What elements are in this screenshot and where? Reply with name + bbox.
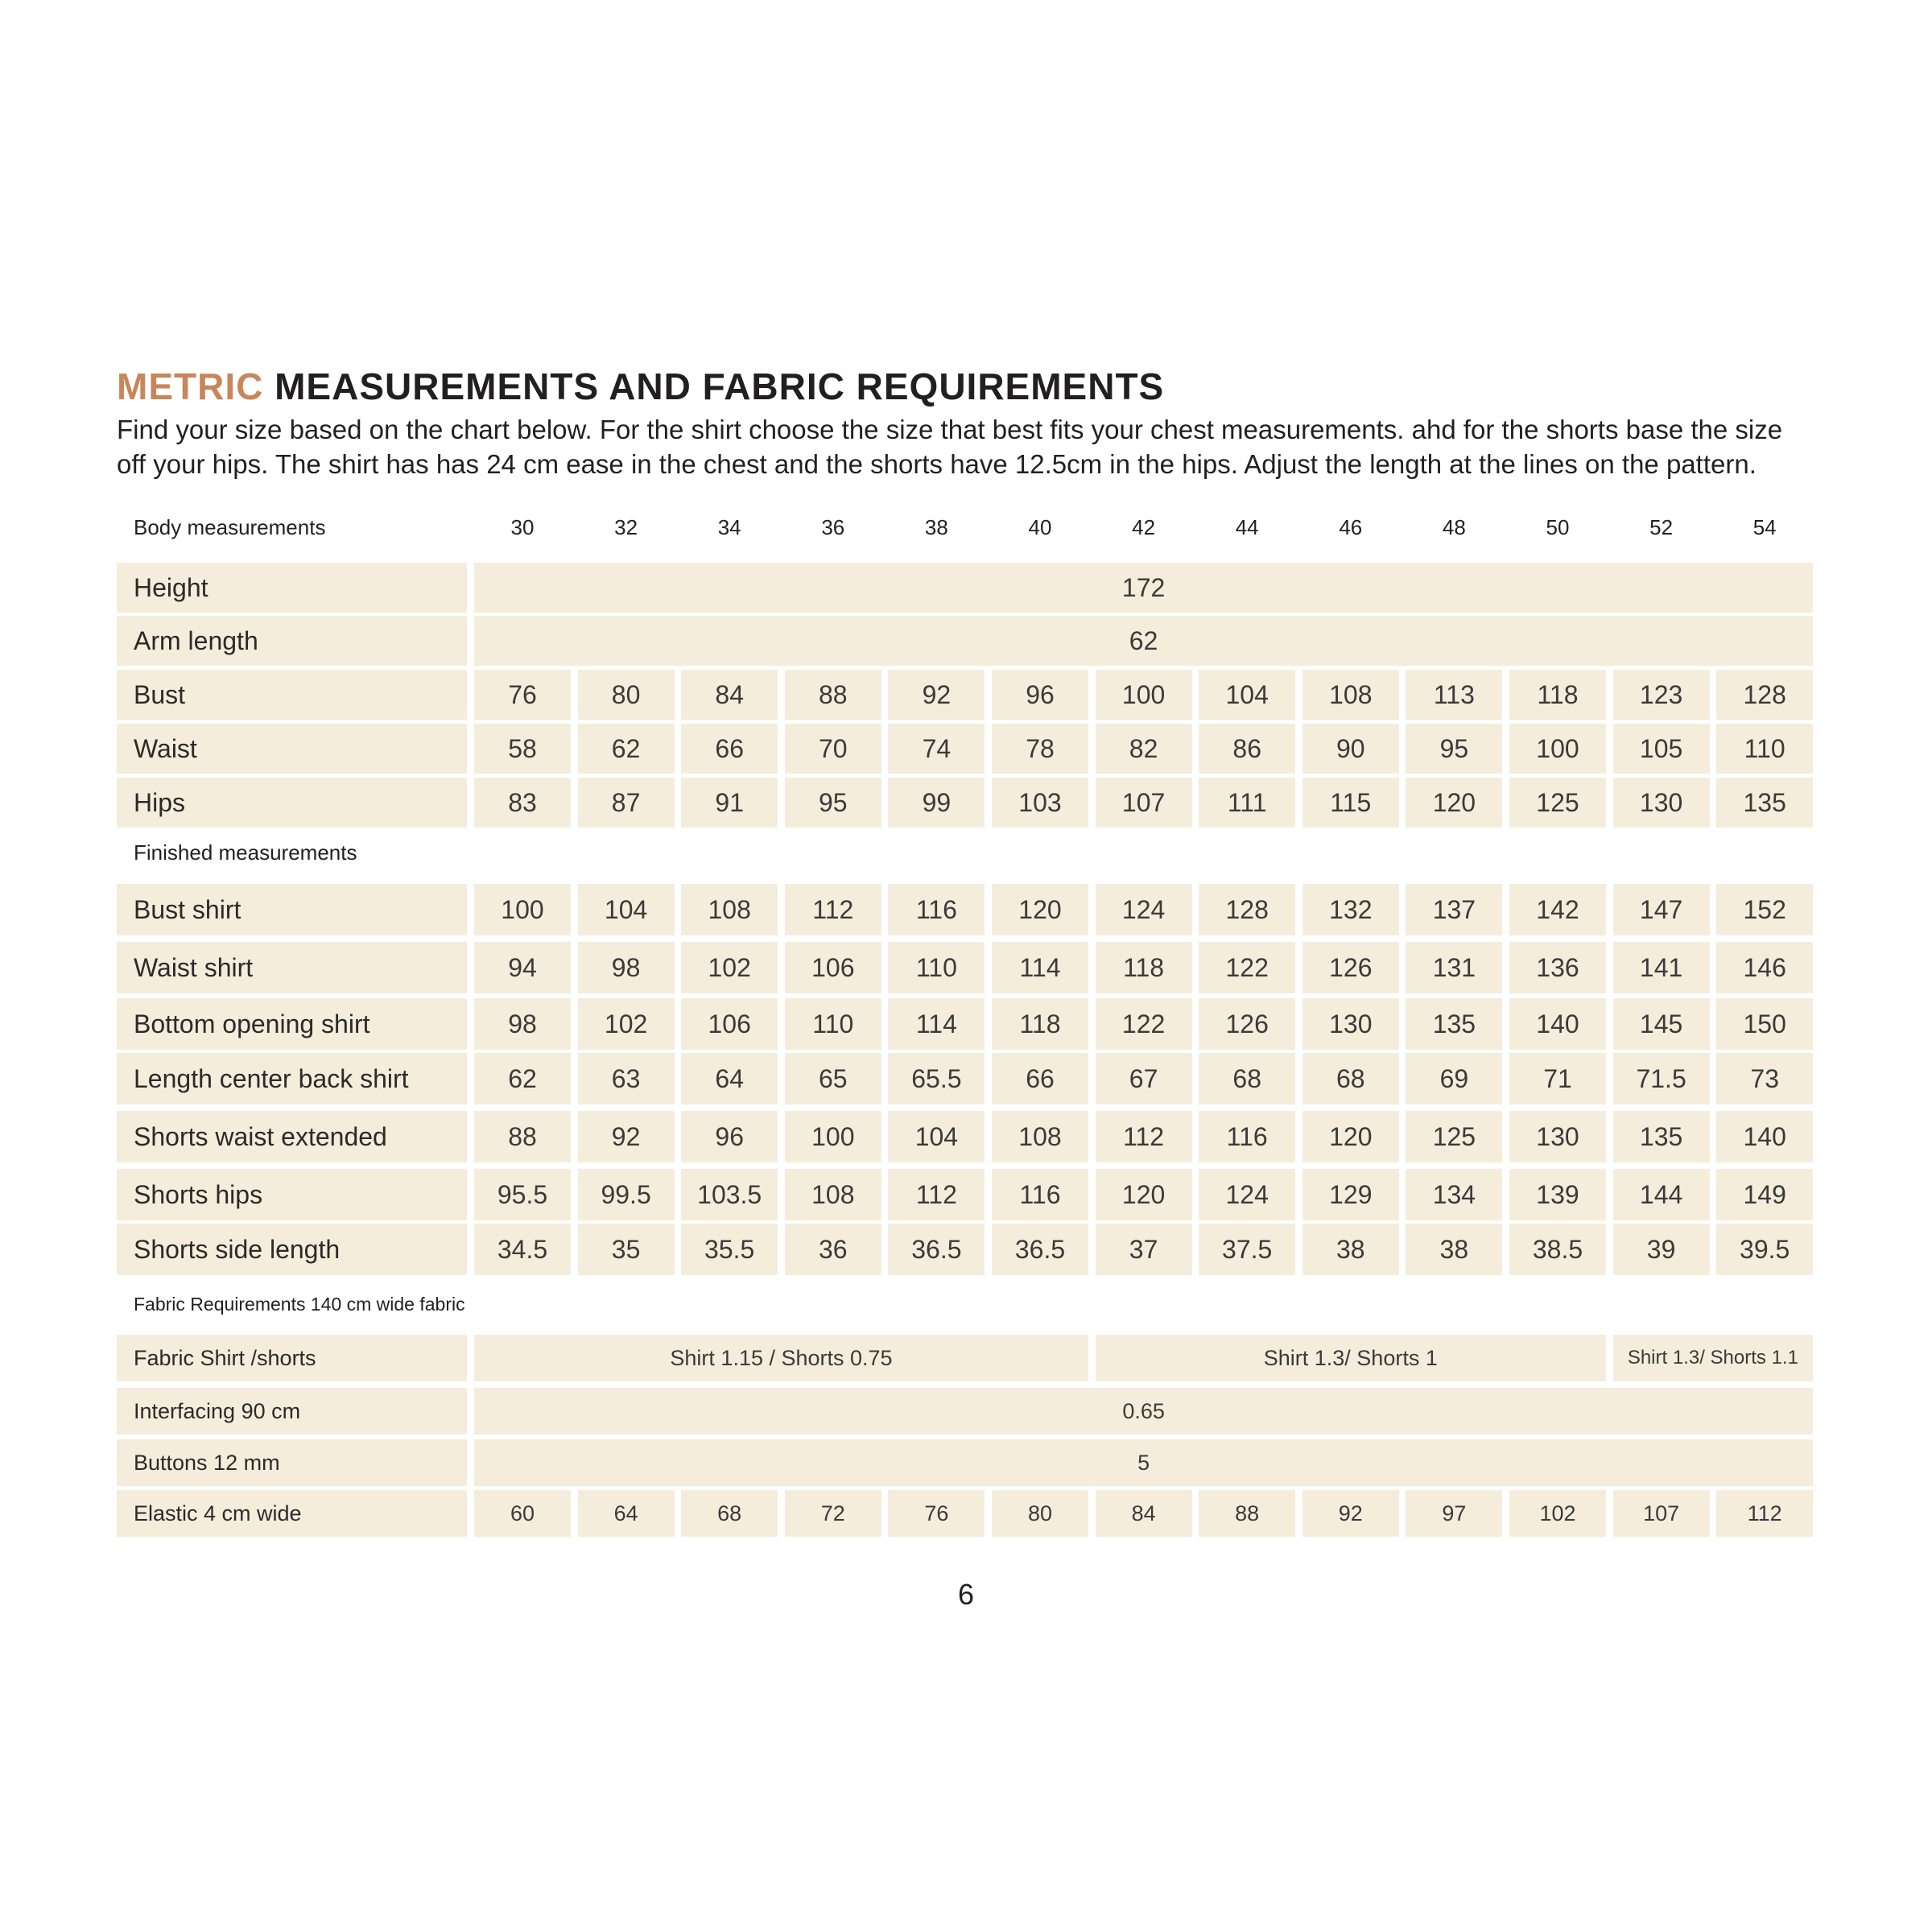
value-cell: 88 — [474, 1111, 571, 1162]
size-header-42: 42 — [1132, 515, 1156, 539]
size-header-46: 46 — [1339, 515, 1363, 539]
value-cell: 113 — [1406, 670, 1502, 720]
value-cell: 130 — [1302, 998, 1399, 1050]
value-cell: 95 — [785, 778, 881, 828]
value-cell: 91 — [681, 778, 778, 828]
group-value: Shirt 1.3/ Shorts 1.1 — [1613, 1335, 1814, 1381]
value-cell: 111 — [1199, 778, 1295, 828]
value-cell: 65 — [785, 1053, 881, 1104]
size-header-52: 52 — [1649, 515, 1674, 539]
value-cell: 150 — [1716, 998, 1813, 1050]
size-header-54: 54 — [1752, 515, 1777, 539]
value-cell: 36 — [785, 1224, 881, 1275]
value-cell: 118 — [992, 998, 1088, 1050]
value-cell: 35.5 — [681, 1224, 778, 1275]
value-cell: 106 — [785, 942, 881, 993]
table-row — [117, 1490, 1815, 1537]
row-label: Fabric Shirt /shorts — [117, 1335, 467, 1381]
value-cell: 130 — [1613, 778, 1710, 828]
value-cell: 125 — [1406, 1111, 1502, 1162]
value-cell: 112 — [785, 884, 881, 935]
value-cell: 95 — [1406, 724, 1502, 774]
value-cell: 62 — [578, 724, 675, 774]
value-cell: 72 — [785, 1490, 881, 1537]
value-cell: 120 — [1096, 1169, 1192, 1220]
spanning-value: 0.65 — [474, 1388, 1813, 1435]
value-cell: 135 — [1406, 998, 1502, 1050]
value-cell: 38 — [1302, 1224, 1399, 1275]
table-row — [117, 1224, 1815, 1275]
value-cell: 108 — [992, 1111, 1088, 1162]
table-row — [117, 616, 1815, 666]
row-label: Waist shirt — [117, 942, 467, 993]
value-cell: 96 — [681, 1111, 778, 1162]
value-cell: 104 — [1199, 670, 1295, 720]
row-label: Shorts waist extended — [117, 1111, 467, 1162]
row-label: Hips — [117, 778, 467, 828]
value-cell: 37.5 — [1199, 1224, 1295, 1275]
table-row — [117, 724, 1815, 774]
value-cell: 110 — [785, 998, 881, 1050]
value-cell: 102 — [681, 942, 778, 993]
spanning-value: 172 — [474, 563, 1813, 613]
value-cell: 135 — [1613, 1111, 1710, 1162]
value-cell: 35 — [578, 1224, 675, 1275]
value-cell: 80 — [578, 670, 675, 720]
value-cell: 120 — [1302, 1111, 1399, 1162]
value-cell: 103 — [992, 778, 1088, 828]
value-cell: 120 — [1406, 778, 1502, 828]
row-label: Interfacing 90 cm — [117, 1388, 467, 1435]
page-title — [117, 364, 1815, 409]
value-cell: 92 — [578, 1111, 675, 1162]
size-header-row — [117, 515, 1815, 552]
intro-paragraph: Find your size based on the chart below. For the shirt choose the size that best fits your chest measurements. ahd for the shorts base the size off your hips. The shirt has has 24 cm ease in the chest and the shorts have 12.5cm in the hips. Adjust the length at the lines on the pattern. — [117, 415, 1783, 479]
value-cell: 88 — [1199, 1490, 1295, 1537]
value-cell: 36.5 — [992, 1224, 1088, 1275]
value-cell: 141 — [1613, 942, 1710, 993]
value-cell: 112 — [888, 1169, 985, 1220]
value-cell: 100 — [785, 1111, 881, 1162]
value-cell: 38 — [1406, 1224, 1502, 1275]
value-cell: 36.5 — [888, 1224, 985, 1275]
title-rest: MEASUREMENTS AND FABRIC REQUIREMENTS — [263, 365, 1165, 407]
value-cell: 68 — [1302, 1053, 1399, 1104]
value-cell: 39 — [1613, 1224, 1710, 1275]
value-cell: 102 — [578, 998, 675, 1050]
row-label: Shorts side length — [117, 1224, 467, 1275]
value-cell: 120 — [992, 884, 1088, 935]
row-label: Elastic 4 cm wide — [117, 1490, 467, 1537]
value-cell: 39.5 — [1716, 1224, 1813, 1275]
value-cell: 130 — [1509, 1111, 1606, 1162]
value-cell: 104 — [578, 884, 675, 935]
row-label: Bust — [117, 670, 467, 720]
row-label: Arm length — [117, 616, 467, 666]
row-label: Buttons 12 mm — [117, 1439, 467, 1486]
value-cell: 65.5 — [888, 1053, 985, 1104]
value-cell: 83 — [474, 778, 571, 828]
value-cell: 80 — [992, 1490, 1088, 1537]
value-cell: 124 — [1096, 884, 1192, 935]
value-cell: 122 — [1199, 942, 1295, 993]
value-cell: 102 — [1509, 1490, 1606, 1537]
table-row — [117, 1169, 1815, 1220]
value-cell: 105 — [1613, 724, 1710, 774]
value-cell: 99 — [888, 778, 985, 828]
value-cell: 128 — [1716, 670, 1813, 720]
value-cell: 62 — [474, 1053, 571, 1104]
value-cell: 82 — [1096, 724, 1192, 774]
value-cell: 122 — [1096, 998, 1192, 1050]
value-cell: 71.5 — [1613, 1053, 1710, 1104]
value-cell: 125 — [1509, 778, 1606, 828]
value-cell: 34.5 — [474, 1224, 571, 1275]
size-header-40: 40 — [1028, 515, 1052, 539]
value-cell: 99.5 — [578, 1169, 675, 1220]
value-cell: 136 — [1509, 942, 1606, 993]
value-cell: 114 — [888, 998, 985, 1050]
value-cell: 126 — [1199, 998, 1295, 1050]
page-number: 6 — [957, 1578, 975, 1611]
value-cell: 152 — [1716, 884, 1813, 935]
value-cell: 131 — [1406, 942, 1502, 993]
finished-measurements-heading: Finished measurements — [134, 840, 357, 865]
value-cell: 78 — [992, 724, 1088, 774]
value-cell: 106 — [681, 998, 778, 1050]
value-cell: 92 — [1302, 1490, 1399, 1537]
value-cell: 71 — [1509, 1053, 1606, 1104]
value-cell: 98 — [474, 998, 571, 1050]
value-cell: 108 — [1302, 670, 1399, 720]
value-cell: 84 — [681, 670, 778, 720]
size-header-30: 30 — [510, 515, 535, 539]
value-cell: 123 — [1613, 670, 1710, 720]
fabric-requirements-heading: Fabric Requirements 140 cm wide fabric — [134, 1294, 465, 1315]
value-cell: 68 — [1199, 1053, 1295, 1104]
body-measurements-heading: Body measurements — [134, 515, 326, 539]
table-row — [117, 563, 1815, 613]
value-cell: 110 — [1716, 724, 1813, 774]
row-label: Bust shirt — [117, 884, 467, 935]
value-cell: 149 — [1716, 1169, 1813, 1220]
value-cell: 112 — [1096, 1111, 1192, 1162]
value-cell: 103.5 — [681, 1169, 778, 1220]
value-cell: 140 — [1716, 1111, 1813, 1162]
value-cell: 100 — [1096, 670, 1192, 720]
spanning-value: 5 — [474, 1439, 1813, 1486]
row-label: Height — [117, 563, 467, 613]
group-value: Shirt 1.3/ Shorts 1 — [1096, 1335, 1606, 1381]
value-cell: 144 — [1613, 1169, 1710, 1220]
spanning-value: 62 — [474, 616, 1813, 666]
value-cell: 68 — [681, 1490, 778, 1537]
table-row — [117, 998, 1815, 1050]
value-cell: 74 — [888, 724, 985, 774]
table-row — [117, 942, 1815, 993]
value-cell: 95.5 — [474, 1169, 571, 1220]
value-cell: 116 — [992, 1169, 1088, 1220]
value-cell: 84 — [1096, 1490, 1192, 1537]
size-header-34: 34 — [717, 515, 741, 539]
value-cell: 87 — [578, 778, 675, 828]
value-cell: 115 — [1302, 778, 1399, 828]
value-cell: 110 — [888, 942, 985, 993]
table-row — [117, 1111, 1815, 1162]
value-cell: 135 — [1716, 778, 1813, 828]
value-cell: 58 — [474, 724, 571, 774]
value-cell: 88 — [785, 670, 881, 720]
value-cell: 64 — [578, 1490, 675, 1537]
value-cell: 112 — [1716, 1490, 1813, 1537]
value-cell: 37 — [1096, 1224, 1192, 1275]
size-header-38: 38 — [924, 515, 948, 539]
value-cell: 132 — [1302, 884, 1399, 935]
value-cell: 90 — [1302, 724, 1399, 774]
value-cell: 137 — [1406, 884, 1502, 935]
value-cell: 73 — [1716, 1053, 1813, 1104]
size-header-36: 36 — [821, 515, 845, 539]
value-cell: 118 — [1509, 670, 1606, 720]
value-cell: 126 — [1302, 942, 1399, 993]
value-cell: 100 — [474, 884, 571, 935]
value-cell: 147 — [1613, 884, 1710, 935]
size-header-48: 48 — [1442, 515, 1466, 539]
value-cell: 38.5 — [1509, 1224, 1606, 1275]
value-cell: 140 — [1509, 998, 1606, 1050]
row-label: Length center back shirt — [117, 1053, 467, 1104]
value-cell: 66 — [992, 1053, 1088, 1104]
value-cell: 66 — [681, 724, 778, 774]
value-cell: 64 — [681, 1053, 778, 1104]
value-cell: 69 — [1406, 1053, 1502, 1104]
title-accent: METRIC — [117, 365, 264, 407]
value-cell: 60 — [474, 1490, 571, 1537]
value-cell: 146 — [1716, 942, 1813, 993]
value-cell: 100 — [1509, 724, 1606, 774]
value-cell: 139 — [1509, 1169, 1606, 1220]
value-cell: 94 — [474, 942, 571, 993]
table-row — [117, 884, 1815, 935]
value-cell: 134 — [1406, 1169, 1502, 1220]
table-row — [117, 670, 1815, 720]
value-cell: 107 — [1096, 778, 1192, 828]
table-row — [117, 1053, 1815, 1104]
value-cell: 104 — [888, 1111, 985, 1162]
value-cell: 108 — [681, 884, 778, 935]
value-cell: 129 — [1302, 1169, 1399, 1220]
group-value: Shirt 1.15 / Shorts 0.75 — [474, 1335, 1088, 1381]
value-cell: 86 — [1199, 724, 1295, 774]
table-row — [117, 1439, 1815, 1486]
table-row — [117, 778, 1815, 828]
value-cell: 76 — [888, 1490, 985, 1537]
value-cell: 124 — [1199, 1169, 1295, 1220]
value-cell: 114 — [992, 942, 1088, 993]
table-row — [117, 1335, 1815, 1381]
value-cell: 145 — [1613, 998, 1710, 1050]
value-cell: 70 — [785, 724, 881, 774]
value-cell: 116 — [1199, 1111, 1295, 1162]
value-cell: 96 — [992, 670, 1088, 720]
value-cell: 107 — [1613, 1490, 1710, 1537]
size-header-50: 50 — [1546, 515, 1570, 539]
value-cell: 116 — [888, 884, 985, 935]
value-cell: 142 — [1509, 884, 1606, 935]
value-cell: 108 — [785, 1169, 881, 1220]
value-cell: 128 — [1199, 884, 1295, 935]
value-cell: 67 — [1096, 1053, 1192, 1104]
value-cell: 118 — [1096, 942, 1192, 993]
value-cell: 97 — [1406, 1490, 1502, 1537]
value-cell: 76 — [474, 670, 571, 720]
size-header-44: 44 — [1235, 515, 1259, 539]
row-label: Waist — [117, 724, 467, 774]
value-cell: 92 — [888, 670, 985, 720]
value-cell: 98 — [578, 942, 675, 993]
size-chart-page — [117, 364, 1815, 1525]
value-cell: 63 — [578, 1053, 675, 1104]
size-header-32: 32 — [614, 515, 638, 539]
table-row — [117, 1388, 1815, 1435]
row-label: Shorts hips — [117, 1169, 467, 1220]
row-label: Bottom opening shirt — [117, 998, 467, 1050]
